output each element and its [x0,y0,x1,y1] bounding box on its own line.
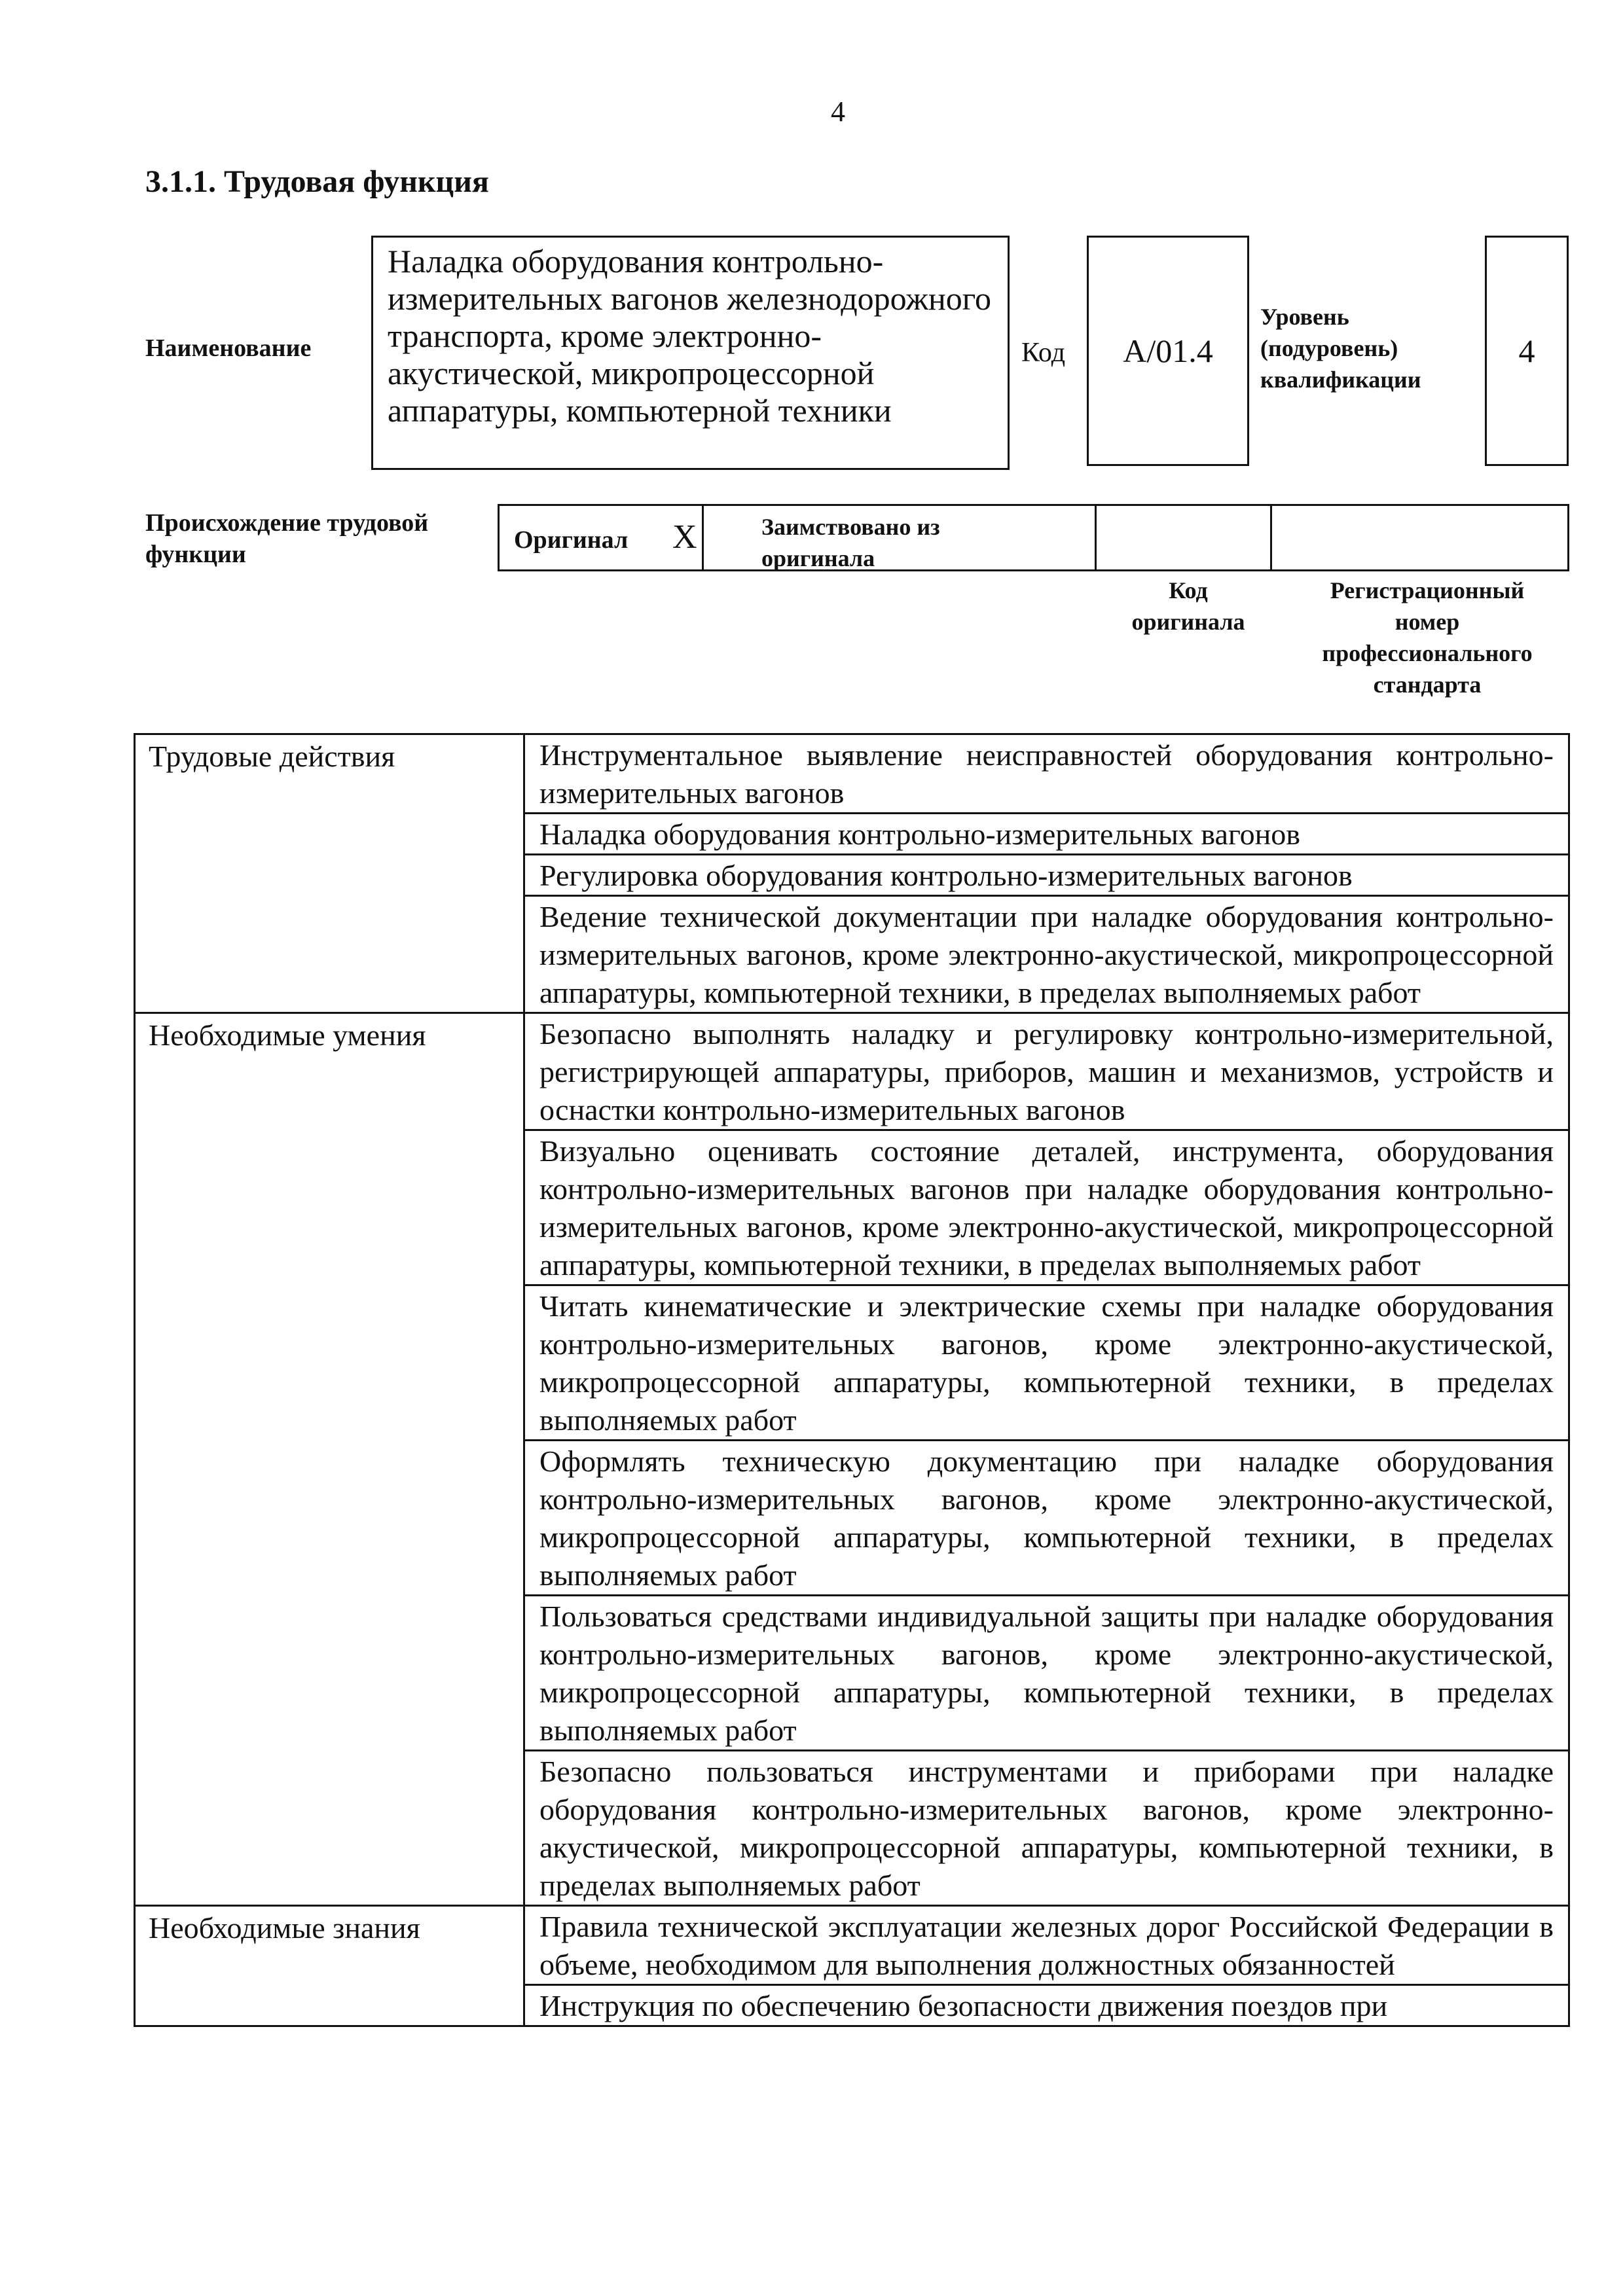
table-cell: Визуально оценивать состояние деталей, инструмента, оборудования контрольно-измерительных вагонов при наладке оборудования контрольно-измерительных вагонов, кроме электронно-акустической, микропроцессорной аппаратуры, компьютерной техники, в пределах выполняемых работ [524,1130,1569,1285]
origin-cell-code [500,506,1272,569]
borrowed-label: Заимствовано из оригинала [761,514,940,571]
origin-table [498,504,1569,571]
table-cell: Регулировка оборудования контрольно-измерительных вагонов [524,855,1569,896]
table-row [135,734,1569,814]
table-cell: Безопасно пользоваться инструментами и приборами при наладке оборудования контрольно-измерительных вагонов, кроме электронно-акустической, микропроцессорной аппаратуры, компьютерной техники, в пределах выполняемых работ [524,1751,1569,1906]
original-mark: X [672,518,697,556]
table-cell: Безопасно выполнять наладку и регулировку контрольно-измерительной, регистрирующей аппаратуры, приборов, машин и механизмов, устройств и оснастки контрольно-измерительных вагонов [524,1013,1569,1130]
page-number: 4 [831,96,845,128]
code-value-box [1087,236,1249,466]
table-cell: Инструментальное выявление неисправностей оборудования контрольно-измерительных вагонов [524,734,1569,814]
labor-functions-table [134,733,1570,2027]
category-cell: Трудовые действия [135,734,524,1013]
original-code-caption: Код оригинала [1131,577,1245,635]
table-cell: Ведение технической документации при наладке оборудования контрольно-измерительных вагонов, кроме электронно-акустической, микропроцессорной аппаратуры, компьютерной техники, в пределах выполняемых работ [524,896,1569,1013]
table-cell: Читать кинематические и электрические схемы при наладке оборудования контрольно-измерительных вагонов, кроме электронно-акустической, микропроцессорной аппаратуры, компьютерной техники, в пределах выполняемых работ [524,1285,1569,1441]
section-heading: 3.1.1. Трудовая функция [145,164,489,199]
table-cell: Оформлять техническую документацию при наладке оборудования контрольно-измерительных вагонов, кроме электронно-акустической, микропроцессорной аппаратуры, компьютерной техники, в пределах выполняемых работ [524,1441,1569,1596]
name-label: Наименование [145,334,312,362]
table-cell: Наладка оборудования контрольно-измерительных вагонов [524,814,1569,855]
table-row [135,1013,1569,1130]
code-value: A/01.4 [1123,332,1213,369]
table-row [135,1906,1569,1985]
code-label: Код [1021,338,1066,368]
category-cell: Необходимые знания [135,1906,524,2026]
table-cell: Пользоваться средствами индивидуальной защиты при наладке оборудования контрольно-измерительных вагонов, кроме электронно-акустической, микропроцессорной аппаратуры, компьютерной техники, в пределах выполняемых работ [524,1596,1569,1751]
level-label: Уровень (подуровень) квалификации [1260,304,1421,393]
origin-label: Происхождение трудовой функции [145,509,429,568]
level-value: 4 [1518,332,1535,369]
original-label: Оригинал [514,526,629,554]
function-name-box: Наладка оборудования контрольно-измерительных вагонов железнодорожного транспорта, кроме электронно-акустической, микропроцессорной аппаратуры, компьютерной техники [371,236,1010,470]
table-cell: Инструкция по обеспечению безопасности движения поездов при [524,1985,1569,2026]
table-cell: Правила технической эксплуатации железных дорог Российской Федерации в объеме, необходимом для выполнения должностных обязанностей [524,1906,1569,1985]
registration-number-caption: Регистрационный номер профессионального стандарта [1322,577,1533,698]
category-cell: Необходимые умения [135,1013,524,1906]
level-value-box [1485,236,1569,466]
